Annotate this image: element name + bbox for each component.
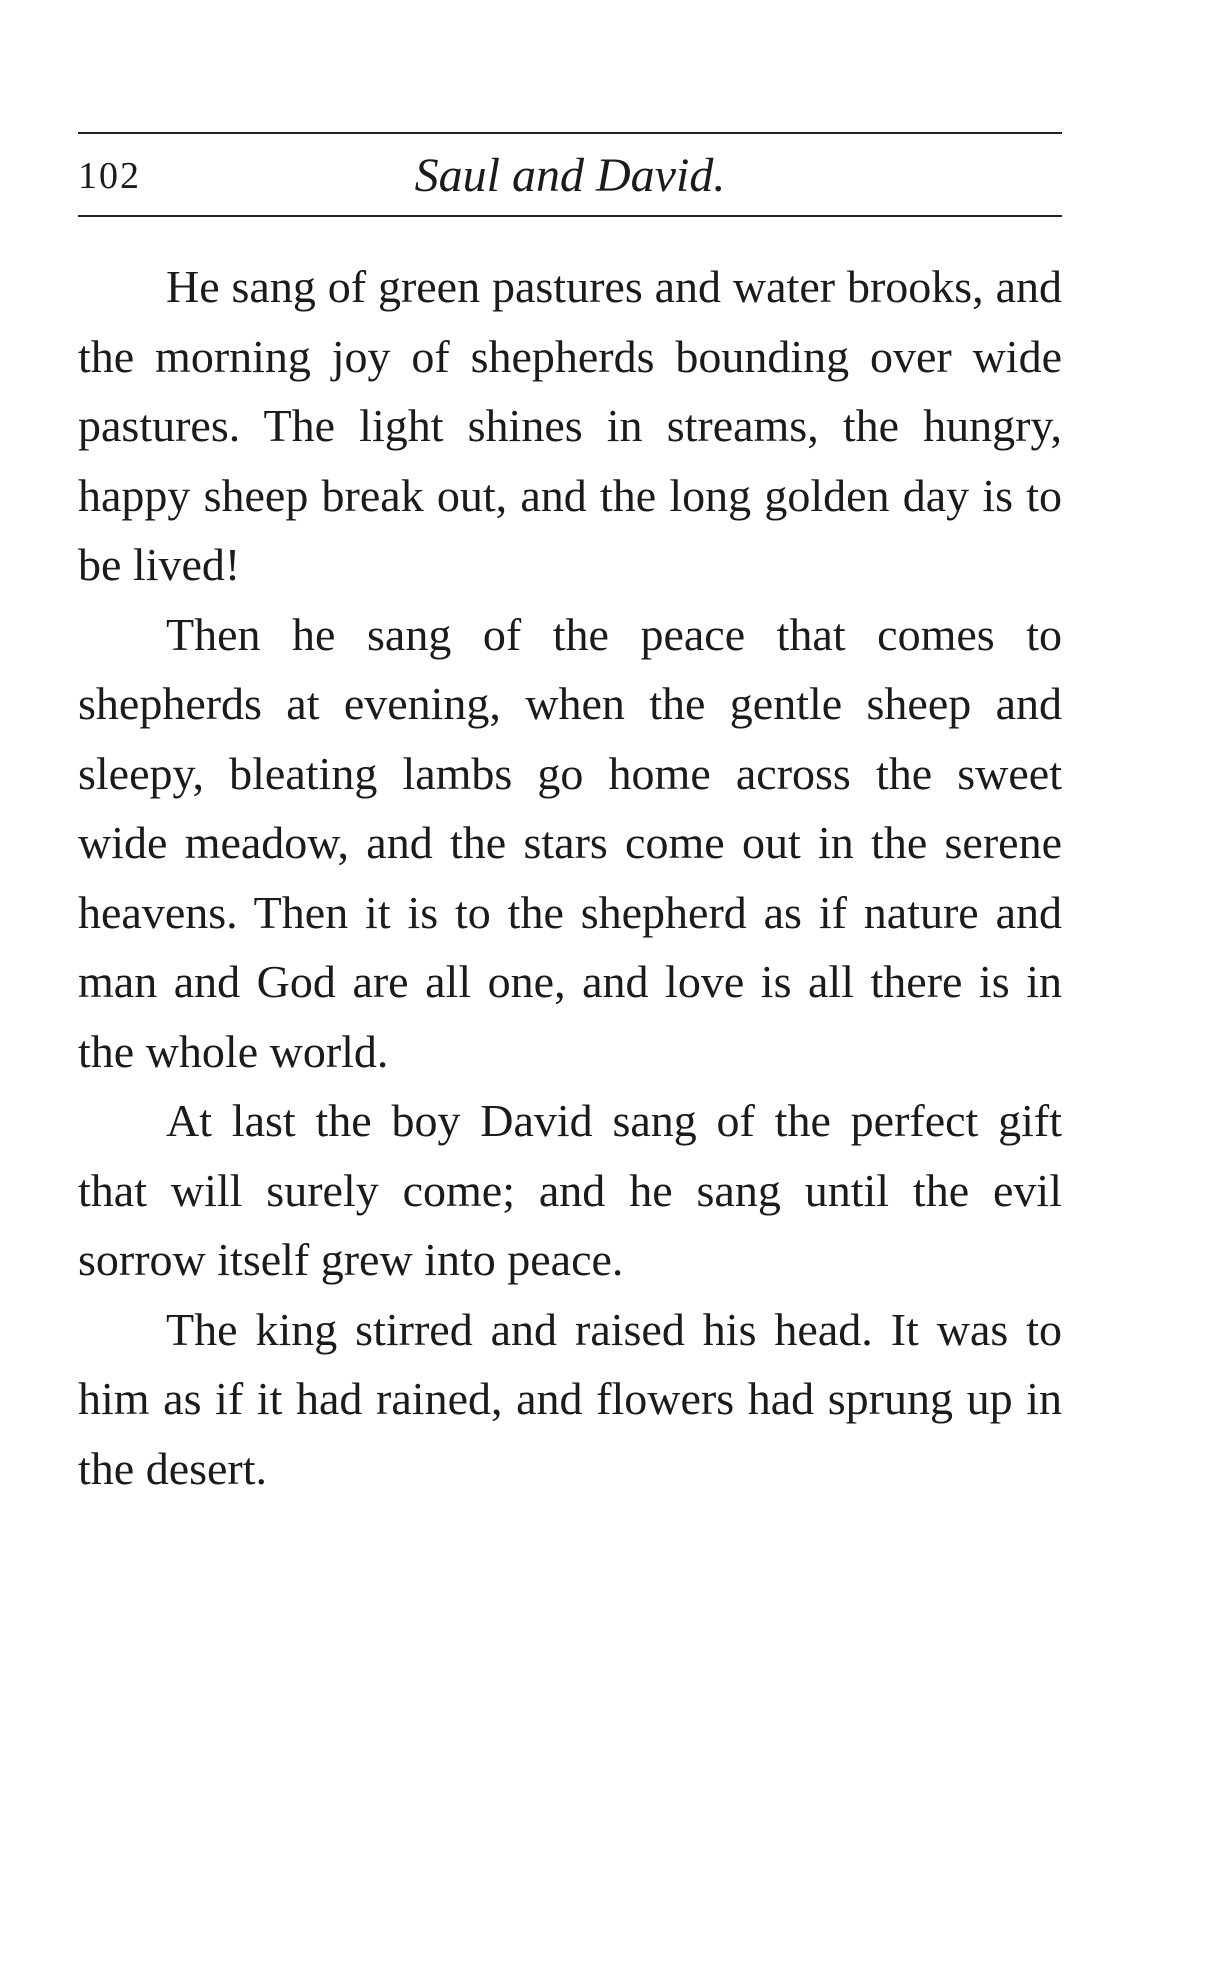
running-title: Saul and David. (414, 149, 726, 202)
paragraph-4: The king stirred and raised his head. It was to him as if it had rained, and flowers had sprung up in the desert. (78, 1303, 1062, 1494)
paragraph-2: Then he sang of the peace that comes to shepherds at evening, when the gentle sheep and sleepy, bleating lambs go home across the sweet wide meadow, and the stars come out in the serene heavens. Then it is to the shepherd as if nature and man and God are all one, and love is all there is in the whole world. (78, 608, 1062, 1077)
paragraph-3: At last the boy David sang of the perfect gift that will surely come; and he sang until the evil sorrow itself grew into peace. (78, 1095, 1062, 1285)
header-bottom-rule (78, 215, 1062, 217)
paragraph-1: He sang of green pastures and water brooks, and the morning joy of shepherds bounding over wide pastures. The light shines in streams, the hungry, happy sheep break out, and the long golden day is to be lived! (78, 261, 1062, 590)
page-number: 102 (78, 155, 141, 197)
header-top-rule (78, 132, 1062, 134)
page-header (78, 140, 1062, 210)
body-text (78, 252, 1062, 1503)
